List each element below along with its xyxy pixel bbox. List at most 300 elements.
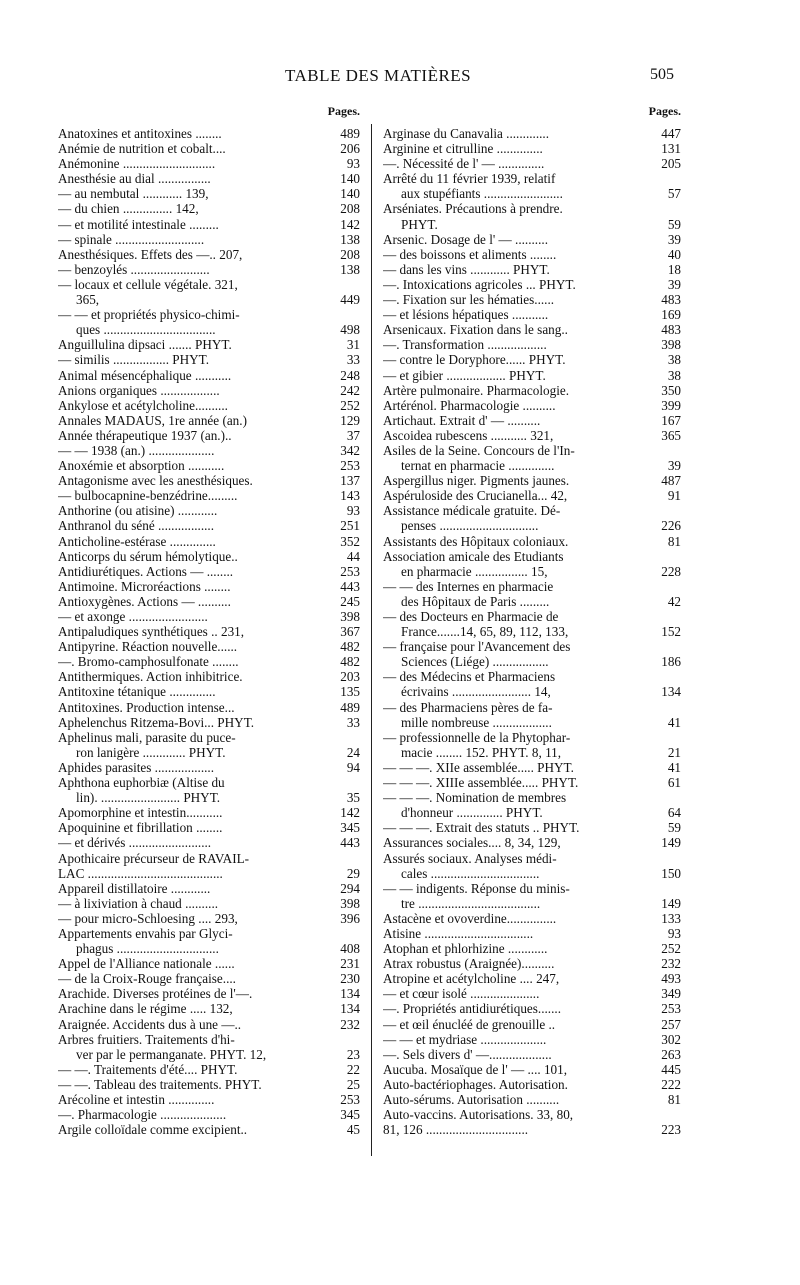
index-entry	[383, 413, 681, 428]
index-entry	[383, 926, 681, 941]
index-entry	[58, 292, 360, 307]
index-entry	[383, 156, 681, 171]
index-entry-text: macie ........ 152. PHYT. 8, 11,	[401, 744, 562, 760]
index-entry	[383, 700, 681, 715]
index-entry	[58, 730, 360, 745]
index-entry-text: ron lanigère ............. PHYT.	[76, 744, 226, 760]
index-entry-page: 251	[340, 518, 360, 534]
index-entry	[383, 579, 681, 594]
index-entry	[58, 1077, 360, 1092]
index-entry	[58, 579, 360, 594]
index-entry-page: 38	[667, 367, 681, 383]
index-entry	[58, 1092, 360, 1107]
index-entry	[58, 458, 360, 473]
index-entry-page: 93	[346, 503, 360, 519]
index-entry-page: 367	[340, 624, 360, 640]
index-entry-text: PHYT.	[401, 216, 438, 232]
index-entry-page: 445	[661, 1061, 681, 1077]
index-entry-page: 493	[661, 971, 681, 987]
index-entry-text: Apothicaire précurseur de RAVAIL-	[58, 850, 250, 866]
index-entry-text: Astacène et ovoverdine...............	[383, 910, 557, 926]
index-entry	[383, 941, 681, 956]
index-entry-text: — benzoylés ........................	[58, 261, 210, 277]
index-entry-text: — pour micro-Schloesing .... 293,	[58, 910, 238, 926]
index-entry-text: Antimoine. Microréactions ........	[58, 578, 231, 594]
index-entry-text: écrivains ........................ 14,	[401, 684, 551, 700]
index-entry	[58, 911, 360, 926]
index-entry	[58, 171, 360, 186]
index-column-right	[383, 104, 681, 1137]
index-entry-text: — bulbocapnine-benzédrine.........	[58, 488, 238, 504]
index-entry	[58, 669, 360, 684]
index-entry	[383, 760, 681, 775]
index-list-left	[58, 126, 360, 1137]
index-entry-page: 23	[346, 1046, 360, 1062]
index-entry-page: 345	[340, 1107, 360, 1123]
index-entry	[383, 775, 681, 790]
index-entry-text: Année thérapeutique 1937 (an.)..	[58, 427, 232, 443]
index-entry-text: — et œil énucléé de grenouille ..	[383, 1016, 556, 1032]
index-entry-page: 489	[340, 126, 360, 141]
index-entry	[58, 805, 360, 820]
index-entry	[383, 1017, 681, 1032]
index-entry-page: 399	[661, 397, 681, 413]
index-entry-page: 487	[661, 473, 681, 489]
index-entry-text: — et lésions hépatiques ...........	[383, 307, 549, 323]
index-entry-text: — locaux et cellule végétale. 321,	[58, 276, 238, 292]
index-entry	[58, 1032, 360, 1047]
pages-label-right: Pages.	[648, 104, 681, 118]
index-entry-page: 33	[346, 714, 360, 730]
index-entry	[58, 413, 360, 428]
index-entry-text: Anguillulina dipsaci ....... PHYT.	[58, 337, 232, 353]
index-entry	[58, 564, 360, 579]
index-entry	[383, 398, 681, 413]
index-entry-text: Anesthésie au dial ................	[58, 171, 211, 187]
index-entry	[58, 247, 360, 262]
index-entry-text: Arséniates. Précautions à prendre.	[383, 201, 563, 217]
index-entry-text: tre .....................................	[401, 895, 541, 911]
index-entry	[383, 337, 681, 352]
index-entry-text: Artère pulmonaire. Pharmacologie.	[383, 382, 570, 398]
index-entry-text: —. Fixation sur les hématies......	[383, 292, 555, 308]
index-entry	[383, 549, 681, 564]
index-entry-page: 93	[346, 156, 360, 172]
index-entry-page: 59	[667, 216, 681, 232]
index-entry-text: des Hôpitaux de Paris .........	[401, 593, 550, 609]
index-entry	[58, 473, 360, 488]
index-entry	[383, 518, 681, 533]
index-entry-text: Arbres fruitiers. Traitements d'hi-	[58, 1031, 235, 1047]
index-entry-text: Arécoline et intestin ..............	[58, 1092, 215, 1107]
index-entry-page: 230	[340, 971, 360, 987]
index-entry-text: — contre le Doryphore...... PHYT.	[383, 352, 566, 368]
index-entry	[383, 217, 681, 232]
index-entry-page: 140	[340, 186, 360, 202]
index-entry-text: —. Sels divers d' —...................	[383, 1046, 552, 1062]
index-entry	[383, 428, 681, 443]
index-entry-text: d'honneur .............. PHYT.	[401, 805, 543, 821]
index-entry	[383, 503, 681, 518]
index-entry-page: 443	[340, 578, 360, 594]
index-entry	[58, 775, 360, 790]
index-entry-text: France.......14, 65, 89, 112, 133,	[401, 624, 569, 640]
index-entry-text: — — —. XIIIe assemblée..... PHYT.	[383, 775, 579, 791]
index-entry-text: Anémonine ............................	[58, 156, 216, 172]
index-entry-text: — — —. Extrait des statuts .. PHYT.	[383, 820, 580, 836]
index-entry-page: 37	[346, 427, 360, 443]
index-entry	[58, 624, 360, 639]
index-entry	[383, 141, 681, 156]
index-entry-text: Auto-sérums. Autorisation ..........	[383, 1092, 560, 1107]
index-entry-page: 138	[340, 261, 360, 277]
index-entry-text: — professionnelle de la Phytophar-	[383, 729, 571, 745]
index-entry-page: 169	[661, 307, 681, 323]
index-entry-text: — — et mydriase ....................	[383, 1031, 547, 1047]
index-entry	[383, 247, 681, 262]
index-entry	[58, 307, 360, 322]
index-entry	[58, 835, 360, 850]
index-entry-text: Antioxygènes. Actions — ..........	[58, 593, 231, 609]
index-entry-text: LAC .........................................	[58, 865, 223, 881]
index-entry	[383, 383, 681, 398]
index-entry-page: 140	[340, 171, 360, 187]
index-entry	[58, 1062, 360, 1077]
index-entry	[58, 398, 360, 413]
index-entry	[58, 1122, 360, 1137]
index-entry-page: 350	[661, 382, 681, 398]
index-entry-text: Aspéruloside des Crucianella... 42,	[383, 488, 568, 504]
index-entry-text: —. Nécessité de l' — ..............	[383, 156, 545, 172]
index-entry-page: 248	[340, 367, 360, 383]
index-entry-page: 242	[340, 382, 360, 398]
index-entry	[383, 1001, 681, 1016]
index-entry-text: Auto-bactériophages. Autorisation.	[383, 1076, 568, 1092]
index-entry-page: 302	[661, 1031, 681, 1047]
index-entry-page: 39	[667, 276, 681, 292]
index-entry-page: 149	[661, 835, 681, 851]
index-entry-text: Argile colloïdale comme excipient..	[58, 1122, 248, 1138]
index-entry	[383, 866, 681, 881]
index-entry-page: 94	[346, 759, 360, 775]
index-entry-page: 59	[667, 820, 681, 836]
index-entry-text: Aphides parasites ..................	[58, 759, 215, 775]
index-entry-page: 231	[340, 956, 360, 972]
index-entry-page: 352	[340, 533, 360, 549]
index-entry-page: 398	[340, 895, 360, 911]
index-list-right	[383, 126, 681, 1137]
index-entry-text: Artichaut. Extrait d' — ..........	[383, 412, 541, 428]
index-entry	[383, 368, 681, 383]
index-entry	[58, 820, 360, 835]
index-entry-page: 25	[346, 1076, 360, 1092]
index-entry-text: Animal mésencéphalique ...........	[58, 367, 232, 383]
index-entry-page: 483	[661, 292, 681, 308]
index-entry-page: 81	[667, 533, 681, 549]
index-entry-page: 91	[667, 488, 681, 504]
index-entry-page: 38	[667, 352, 681, 368]
index-entry	[383, 624, 681, 639]
index-entry	[383, 443, 681, 458]
index-entry-page: 81	[667, 1092, 681, 1107]
index-entry-page: 228	[661, 563, 681, 579]
index-entry-page: 149	[661, 895, 681, 911]
index-entry	[383, 292, 681, 307]
pages-label-left: Pages.	[327, 104, 360, 118]
index-entry-text: Artérénol. Pharmacologie ..........	[383, 397, 556, 413]
index-entry-text: — — 1938 (an.) ....................	[58, 442, 215, 458]
index-entry-text: Assistants des Hôpitaux coloniaux.	[383, 533, 569, 549]
index-entry	[58, 956, 360, 971]
index-entry-page: 29	[346, 865, 360, 881]
index-entry	[58, 488, 360, 503]
index-entry	[383, 1107, 681, 1122]
index-entry-text: — de la Croix-Rouge française....	[58, 971, 236, 987]
index-entry	[383, 458, 681, 473]
index-entry	[58, 337, 360, 352]
index-entry-text: Arsenicaux. Fixation dans le sang..	[383, 322, 568, 338]
index-entry-text: Appel de l'Alliance nationale ......	[58, 956, 235, 972]
index-entry-text: Atrax robustus (Araignée)..........	[383, 956, 555, 972]
index-entry	[58, 745, 360, 760]
index-entry	[383, 911, 681, 926]
index-entry-text: cales .................................	[401, 865, 540, 881]
index-entry	[58, 352, 360, 367]
index-entry-page: 39	[667, 231, 681, 247]
index-entry-page: 253	[340, 1092, 360, 1107]
index-entry-page: 208	[340, 201, 360, 217]
index-entry-page: 203	[340, 669, 360, 685]
index-entry-page: 134	[340, 986, 360, 1002]
index-entry	[383, 654, 681, 669]
index-entry-text: Sciences (Liége) .................	[401, 654, 549, 670]
index-entry-page: 131	[661, 141, 681, 157]
index-entry-page: 39	[667, 458, 681, 474]
index-entry-text: — des boissons et aliments ........	[383, 246, 557, 262]
index-entry-text: Anticorps du sérum hémolytique..	[58, 548, 238, 564]
index-entry	[58, 156, 360, 171]
index-entry	[383, 564, 681, 579]
index-entry	[383, 835, 681, 850]
index-entry-text: 365,	[76, 292, 100, 308]
index-entry-text: — et gibier .................. PHYT.	[383, 367, 546, 383]
index-entry-text: Antipyrine. Réaction nouvelle......	[58, 639, 238, 655]
index-entry	[58, 609, 360, 624]
page-title: TABLE DES MATIÈRES	[285, 66, 472, 85]
index-entry-text: — des Docteurs en Pharmacie de	[383, 609, 559, 624]
index-entry-text: Arginine et citrulline ..............	[383, 141, 543, 157]
index-entry-text: mille nombreuse ..................	[401, 714, 552, 730]
index-entry	[383, 488, 681, 503]
index-entry-text: Apoquinine et fibrillation ........	[58, 820, 223, 836]
index-entry-page: 398	[661, 337, 681, 353]
index-entry-page: 396	[340, 910, 360, 926]
index-entry-text: — —. Tableau des traitements. PHYT.	[58, 1076, 262, 1092]
index-entry	[58, 126, 360, 141]
index-entry-page: 483	[661, 322, 681, 338]
index-entry-text: —. Intoxications agricoles ... PHYT.	[383, 276, 576, 292]
index-entry-page: 142	[340, 805, 360, 821]
index-entry	[58, 654, 360, 669]
index-entry-text: — —. Traitements d'été.... PHYT.	[58, 1061, 238, 1077]
index-entry	[383, 1077, 681, 1092]
index-entry-text: — française pour l'Avancement des	[383, 639, 571, 655]
index-entry	[58, 926, 360, 941]
index-entry-text: — dans les vins ............ PHYT.	[383, 261, 550, 277]
index-entry-page: 398	[340, 609, 360, 624]
index-entry	[58, 760, 360, 775]
index-entry	[383, 956, 681, 971]
index-entry-page: 223	[661, 1122, 681, 1138]
index-entry	[383, 669, 681, 684]
index-entry-text: Association amicale des Etudiants	[383, 548, 564, 564]
page-header	[0, 66, 800, 90]
index-entry	[58, 443, 360, 458]
index-entry	[58, 639, 360, 654]
index-entry	[58, 232, 360, 247]
index-entry-page: 232	[661, 956, 681, 972]
index-entry-page: 31	[346, 337, 360, 353]
index-entry-page: 498	[340, 322, 360, 338]
index-entry	[383, 986, 681, 1001]
index-entry	[58, 594, 360, 609]
index-entry-text: — à lixiviation à chaud ..........	[58, 895, 219, 911]
index-entry-text: — des Médecins et Pharmaciens	[383, 669, 556, 685]
index-entry-page: 208	[340, 246, 360, 262]
index-entry	[58, 518, 360, 533]
index-entry	[58, 383, 360, 398]
index-entry-text: Auto-vaccins. Autorisations. 33, 80,	[383, 1107, 574, 1123]
index-entry-page: 134	[661, 684, 681, 700]
index-entry	[383, 790, 681, 805]
index-entry	[58, 368, 360, 383]
index-entry-text: —. Bromo-camphosulfonate ........	[58, 654, 239, 670]
index-entry	[58, 790, 360, 805]
index-entry	[383, 201, 681, 216]
index-entry	[383, 322, 681, 337]
index-entry-text: ques ..................................	[76, 322, 216, 338]
index-entry-text: Assurances sociales.... 8, 34, 129,	[383, 835, 561, 851]
index-entry	[58, 217, 360, 232]
index-entry	[383, 352, 681, 367]
index-entry-text: aux stupéfiants ........................	[401, 186, 563, 202]
index-column-left	[58, 104, 360, 1137]
index-entry-text: Appartements envahis par Glyci-	[58, 925, 233, 941]
index-entry	[58, 851, 360, 866]
index-entry	[383, 639, 681, 654]
index-entry-page: 365	[661, 427, 681, 443]
index-entry	[383, 534, 681, 549]
index-entry-text: Anthranol du séné .................	[58, 518, 215, 534]
index-entry	[58, 322, 360, 337]
index-entry-page: 349	[661, 986, 681, 1002]
index-entry	[383, 971, 681, 986]
index-entry-text: Atisine .................................	[383, 925, 534, 941]
index-entry	[383, 1062, 681, 1077]
index-entry-page: 245	[340, 593, 360, 609]
index-entry-text: en pharmacie ................ 15,	[401, 563, 548, 579]
index-entry	[58, 428, 360, 443]
index-entry-text: Apomorphine et intestin...........	[58, 805, 223, 821]
index-entry-text: Aphthona euphorbiæ (Altise du	[58, 775, 225, 791]
index-entry-page: 489	[340, 699, 360, 715]
index-entry	[383, 1032, 681, 1047]
index-entry	[383, 307, 681, 322]
index-entry-page: 252	[661, 941, 681, 957]
index-entry-text: Ascoidea rubescens ........... 321,	[383, 427, 554, 443]
index-entry-page: 167	[661, 412, 681, 428]
index-entry-page: 205	[661, 156, 681, 172]
index-entry-text: lin). ........................ PHYT.	[76, 790, 221, 806]
index-entry-text: Anticholine-estérase ..............	[58, 533, 216, 549]
index-entry-text: — spinale ...........................	[58, 231, 205, 247]
index-entry	[58, 700, 360, 715]
index-entry-text: — et cœur isolé .....................	[383, 986, 540, 1002]
index-entry	[58, 1017, 360, 1032]
index-entry-page: 253	[340, 563, 360, 579]
index-entry	[58, 277, 360, 292]
index-entry-page: 21	[667, 744, 681, 760]
index-entry-text: Anthorine (ou atisine) ............	[58, 503, 218, 519]
index-entry-text: Aphelenchus Ritzema-Bovi... PHYT.	[58, 714, 255, 730]
index-entry	[383, 730, 681, 745]
index-entry-page: 135	[340, 684, 360, 700]
index-entry-page: 137	[340, 473, 360, 489]
index-entry-text: ternat en pharmacie ..............	[401, 458, 555, 474]
index-entry-text: — — et propriétés physico-chimi-	[58, 307, 240, 323]
index-entry-text: — et motilité intestinale .........	[58, 216, 219, 232]
index-entry-page: 222	[661, 1076, 681, 1092]
index-entry-text: Antitoxines. Production intense...	[58, 699, 235, 715]
index-entry-page: 252	[340, 397, 360, 413]
index-entry	[383, 1047, 681, 1062]
index-entry-text: Anoxémie et absorption ...........	[58, 458, 225, 474]
index-entry-page: 64	[667, 805, 681, 821]
index-entry	[58, 1047, 360, 1062]
index-entry-text: Atropine et acétylcholine .... 247,	[383, 971, 560, 987]
index-entry-page: 22	[346, 1061, 360, 1077]
index-entry-text: Aucuba. Mosaïque de l' — .... 101,	[383, 1061, 568, 1077]
index-entry-text: Antithermiques. Action inhibitrice.	[58, 669, 243, 685]
index-entry	[58, 262, 360, 277]
index-entry	[58, 881, 360, 896]
index-entry-page: 142	[340, 216, 360, 232]
index-entry-text: — — des Internes en pharmacie	[383, 578, 554, 594]
index-entry-text: — du chien ............... 142,	[58, 201, 199, 217]
index-entry-text: — et axonge ........................	[58, 609, 208, 624]
index-entry-page: 150	[661, 865, 681, 881]
index-entry	[58, 201, 360, 216]
index-entry	[383, 609, 681, 624]
index-entry	[383, 745, 681, 760]
index-entry-text: Asiles de la Seine. Concours de l'In-	[383, 442, 575, 458]
index-entry	[383, 881, 681, 896]
index-entry	[58, 866, 360, 881]
index-entry-page: 18	[667, 261, 681, 277]
index-entry-page: 253	[340, 458, 360, 474]
index-entry-text: ver par le permanganate. PHYT. 12,	[76, 1046, 267, 1062]
index-entry	[383, 277, 681, 292]
index-entry	[58, 941, 360, 956]
index-entry	[58, 534, 360, 549]
index-entry	[383, 684, 681, 699]
index-entry-text: penses ..............................	[401, 518, 539, 534]
index-entry-text: —. Pharmacologie ....................	[58, 1107, 227, 1123]
index-entry-text: 81, 126 ...............................	[383, 1122, 529, 1138]
index-entry	[58, 971, 360, 986]
index-entry-text: — et dérivés .........................	[58, 835, 212, 851]
index-entry-text: Arrêté du 11 février 1939, relatif	[383, 171, 556, 187]
